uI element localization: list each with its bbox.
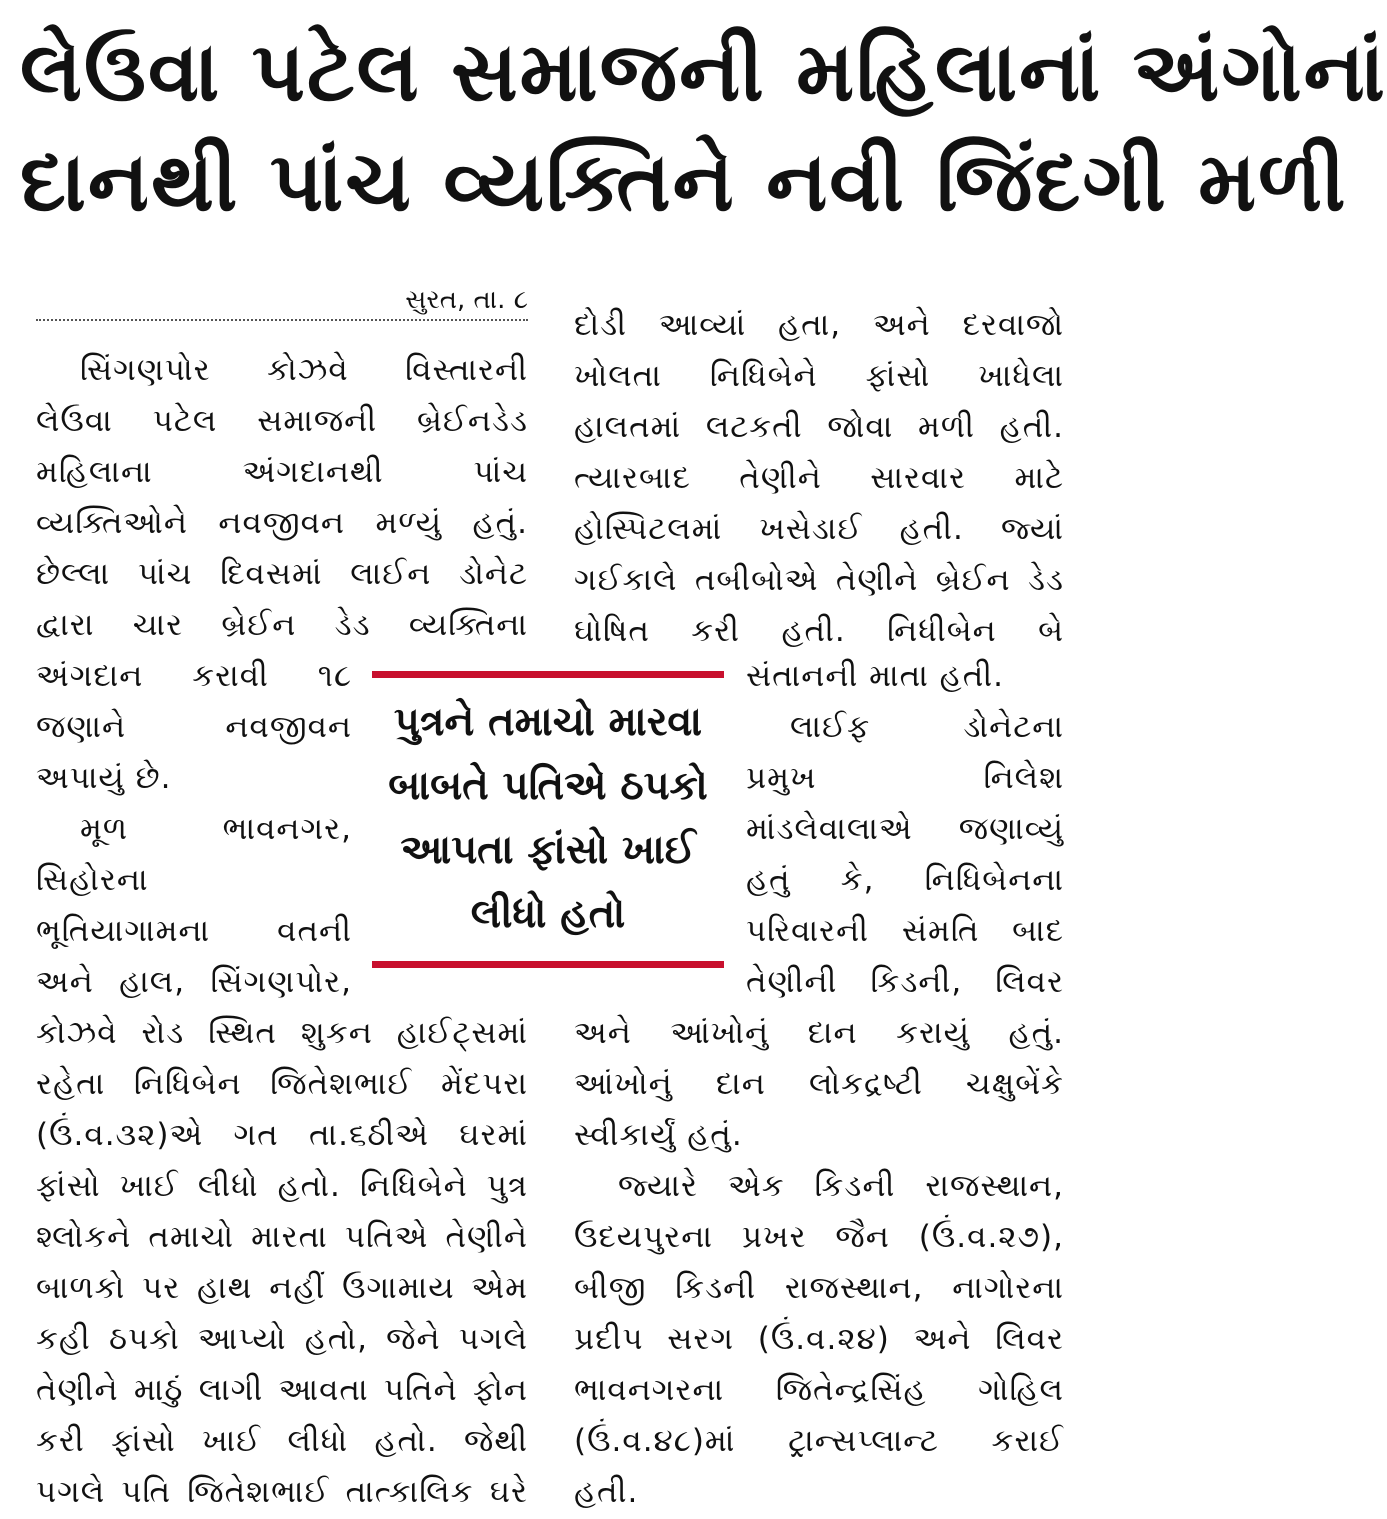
text-line: ગઈકાલે તબીબોએ તેણીને બ્રેઈન ડેડ	[574, 562, 1064, 598]
text-line: સિહોરના	[36, 862, 149, 898]
text-line: સ્વીકાર્યું હતું.	[574, 1117, 743, 1153]
pullquote	[372, 690, 724, 946]
text-line: રહેતા નિધિબેન જિતેશભાઈ મેંદપરા	[36, 1066, 528, 1102]
pullquote-line: લીધો હતો	[470, 891, 626, 937]
text-line: પગલે પતિ જિતેશભાઈ તાત્કાલિક ઘરે	[36, 1474, 528, 1510]
text-line: અને આંખોનું દાન કરાયું હતું.	[574, 1015, 1064, 1051]
col1-bottom	[36, 1008, 528, 1518]
pullquote-line: આપતા ફાંસો ખાઈ	[400, 827, 696, 873]
text-line: ભૂતિયાગામના વતની	[36, 913, 352, 949]
dateline: સુરત, તા. ૮	[36, 283, 528, 321]
headline-line-2: દાનથી પાંચ વ્યક્તિને નવી જિંદગી મળી	[20, 135, 1348, 230]
headline	[20, 18, 1387, 238]
text-line: ખોલતા નિધિબેને ફાંસો ખાધેલા	[574, 358, 1064, 394]
pullquote-bottom-rule	[372, 961, 724, 968]
text-line: જણાને નવજીવન	[36, 709, 352, 745]
text-line: આંખોનું દાન લોકદ્રષ્ટી ચક્ષુબેંકે	[574, 1066, 1064, 1102]
text-line: છેલ્લા પાંચ દિવસમાં લાઈન ડોનેટ	[36, 556, 528, 592]
text-line: બીજી કિડની રાજસ્થાન, નાગોરના	[574, 1270, 1064, 1306]
text-line: તેણીને માઠું લાગી આવતા પતિને ફોન	[36, 1372, 528, 1408]
text-line: સિંગણપોર કોઝવે વિસ્તારની	[80, 352, 528, 388]
text-line: કોઝવે રોડ સ્થિત શુકન હાઈટ્સમાં	[36, 1015, 528, 1051]
text-line: શ્લોકને તમાચો મારતા પતિએ તેણીને	[36, 1219, 528, 1255]
text-line: ભાવનગરના જિતેન્દ્રસિંહ ગોહિલ	[574, 1372, 1064, 1408]
text-line: લેઉવા પટેલ સમાજની બ્રેઈનડેડ	[36, 403, 528, 439]
text-line: કરી ફાંસો ખાઈ લીધો હતો. જેથી	[36, 1423, 528, 1459]
text-line: લાઈફ ડોનેટના	[790, 709, 1064, 745]
headline-line-1: લેઉવા પટેલ સમાજની મહિલાનાં અંગોનાં	[20, 25, 1387, 120]
text-line: મૂળ ભાવનગર,	[80, 811, 352, 847]
text-line: પ્રદીપ સરગ (ઉં.વ.૨૪) અને લિવર	[574, 1321, 1064, 1357]
text-line: પ્રમુખ નિલેશ	[746, 760, 1064, 796]
text-line: પરિવારની સંમતિ બાદ	[746, 913, 1064, 949]
text-line: હોસ્પિટલમાં ખસેડાઈ હતી. જ્યાં	[574, 511, 1064, 547]
text-line: અંગદાન કરાવી ૧૮	[36, 658, 352, 694]
text-line: અપાયું છે.	[36, 760, 172, 796]
text-line: માંડલેવાલાએ જણાવ્યું	[746, 811, 1064, 847]
text-line: (ઉં.વ.૩૨)એ ગત તા.૬ઠીએ ઘરમાં	[36, 1117, 528, 1153]
pullquote-line: પુત્રને તમાચો મારવા	[393, 699, 703, 745]
col1-top	[36, 345, 528, 651]
text-line: વ્યક્તિઓને નવજીવન મળ્યું હતું.	[36, 505, 528, 541]
text-line: હતી.	[574, 1474, 639, 1510]
text-line: દ્વારા ચાર બ્રેઈન ડેડ વ્યક્તિના	[36, 607, 528, 643]
text-line: અને હાલ, સિંગણપોર,	[36, 964, 352, 1000]
col1-mid	[36, 651, 352, 1008]
text-line: ઘોષિત કરી હતી. નિધીબેન બે	[574, 613, 1064, 649]
text-line: ઉદયપુરના પ્રખર જૈન (ઉં.વ.૨૭),	[574, 1219, 1064, 1255]
text-line: સંતાનની માતા હતી.	[746, 658, 1004, 694]
text-line: દોડી આવ્યાં હતા, અને દરવાજો	[574, 307, 1064, 343]
text-line: ફાંસો ખાઈ લીધો હતો. નિધિબેને પુત્ર	[36, 1168, 528, 1204]
text-line: તેણીની કિડની, લિવર	[746, 964, 1064, 1000]
text-line: હાલતમાં લટકતી જોવા મળી હતી.	[574, 409, 1064, 445]
col2-bottom	[574, 1008, 1064, 1518]
pullquote-top-rule	[372, 671, 724, 678]
text-line: બાળકો પર હાથ નહીં ઉગામાય એમ	[36, 1270, 528, 1306]
col2-mid	[746, 651, 1064, 1008]
text-line: મહિલાના અંગદાનથી પાંચ	[36, 454, 528, 490]
text-line: જ્યારે એક કિડની રાજસ્થાન,	[618, 1168, 1064, 1204]
pullquote-line: બાબતે પતિએ ઠપકો	[388, 763, 708, 809]
col2-top	[574, 300, 1064, 657]
text-line: (ઉં.વ.૪૮)માં ટ્રાન્સપ્લાન્ટ કરાઈ	[574, 1423, 1064, 1459]
text-line: હતું કે, નિધિબેનના	[746, 862, 1064, 898]
text-line: ત્યારબાદ તેણીને સારવાર માટે	[574, 460, 1064, 496]
text-line: કહી ઠપકો આપ્યો હતો, જેને પગલે	[36, 1321, 528, 1357]
